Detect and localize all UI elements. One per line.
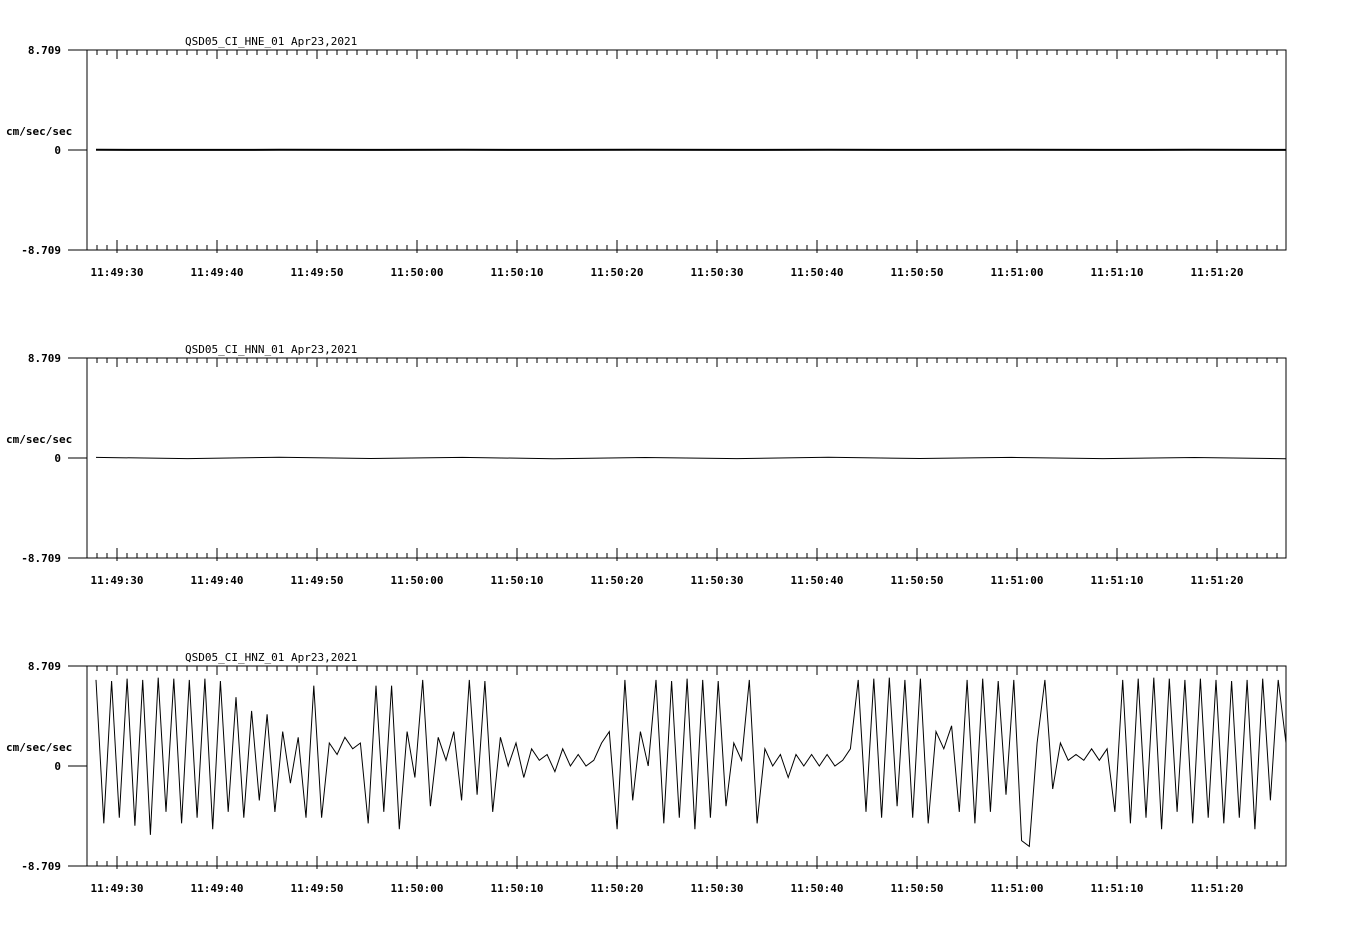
panel-1 [6, 35, 1286, 279]
y-tick-label: 0 [54, 144, 61, 157]
x-tick-label: 11:50:10 [491, 574, 544, 587]
y-tick-label: 8.709 [28, 352, 61, 365]
x-tick-label: 11:51:00 [991, 882, 1044, 895]
y-axis-label: cm/sec/sec [6, 433, 72, 446]
x-tick-label: 11:51:20 [1191, 882, 1244, 895]
panel-2 [6, 343, 1286, 587]
x-tick-label: 11:49:40 [191, 882, 244, 895]
x-tick-label: 11:51:10 [1091, 882, 1144, 895]
y-tick-label: -8.709 [21, 860, 61, 873]
x-tick-label: 11:50:10 [491, 882, 544, 895]
y-axis-label: cm/sec/sec [6, 741, 72, 754]
x-tick-label: 11:50:10 [491, 266, 544, 279]
x-tick-label: 11:50:40 [791, 266, 844, 279]
x-tick-label: 11:51:20 [1191, 266, 1244, 279]
x-tick-label: 11:49:50 [291, 266, 344, 279]
x-tick-label: 11:49:50 [291, 882, 344, 895]
y-tick-label: 0 [54, 760, 61, 773]
y-tick-label: 8.709 [28, 660, 61, 673]
x-tick-label: 11:50:50 [891, 882, 944, 895]
y-tick-label: 0 [54, 452, 61, 465]
y-axis-label: cm/sec/sec [6, 125, 72, 138]
y-tick-label: -8.709 [21, 244, 61, 257]
x-tick-label: 11:49:50 [291, 574, 344, 587]
x-tick-label: 11:50:20 [591, 574, 644, 587]
x-tick-label: 11:50:30 [691, 266, 744, 279]
y-tick-label: -8.709 [21, 552, 61, 565]
x-tick-label: 11:49:30 [91, 574, 144, 587]
x-tick-label: 11:51:10 [1091, 266, 1144, 279]
trace-line [96, 457, 1286, 458]
x-tick-label: 11:50:20 [591, 882, 644, 895]
x-tick-label: 11:49:30 [91, 266, 144, 279]
x-tick-label: 11:49:40 [191, 266, 244, 279]
y-tick-label: 8.709 [28, 44, 61, 57]
x-tick-label: 11:50:00 [391, 574, 444, 587]
x-tick-label: 11:51:00 [991, 266, 1044, 279]
x-tick-label: 11:50:40 [791, 882, 844, 895]
x-tick-label: 11:51:20 [1191, 574, 1244, 587]
x-tick-label: 11:49:40 [191, 574, 244, 587]
x-tick-label: 11:50:50 [891, 266, 944, 279]
x-tick-label: 11:50:40 [791, 574, 844, 587]
x-tick-label: 11:49:30 [91, 882, 144, 895]
panel-title: QSD05_CI_HNE_01 Apr23,2021 [185, 35, 357, 48]
panel-title: QSD05_CI_HNN_01 Apr23,2021 [185, 343, 357, 356]
panel-title: QSD05_CI_HNZ_01 Apr23,2021 [185, 651, 357, 664]
x-tick-label: 11:51:00 [991, 574, 1044, 587]
x-tick-label: 11:50:00 [391, 882, 444, 895]
x-tick-label: 11:50:20 [591, 266, 644, 279]
x-tick-label: 11:50:00 [391, 266, 444, 279]
panel-3 [6, 651, 1286, 895]
x-tick-label: 11:50:30 [691, 882, 744, 895]
x-tick-label: 11:50:30 [691, 574, 744, 587]
trace-line [96, 678, 1286, 847]
x-tick-label: 11:51:10 [1091, 574, 1144, 587]
x-tick-label: 11:50:50 [891, 574, 944, 587]
